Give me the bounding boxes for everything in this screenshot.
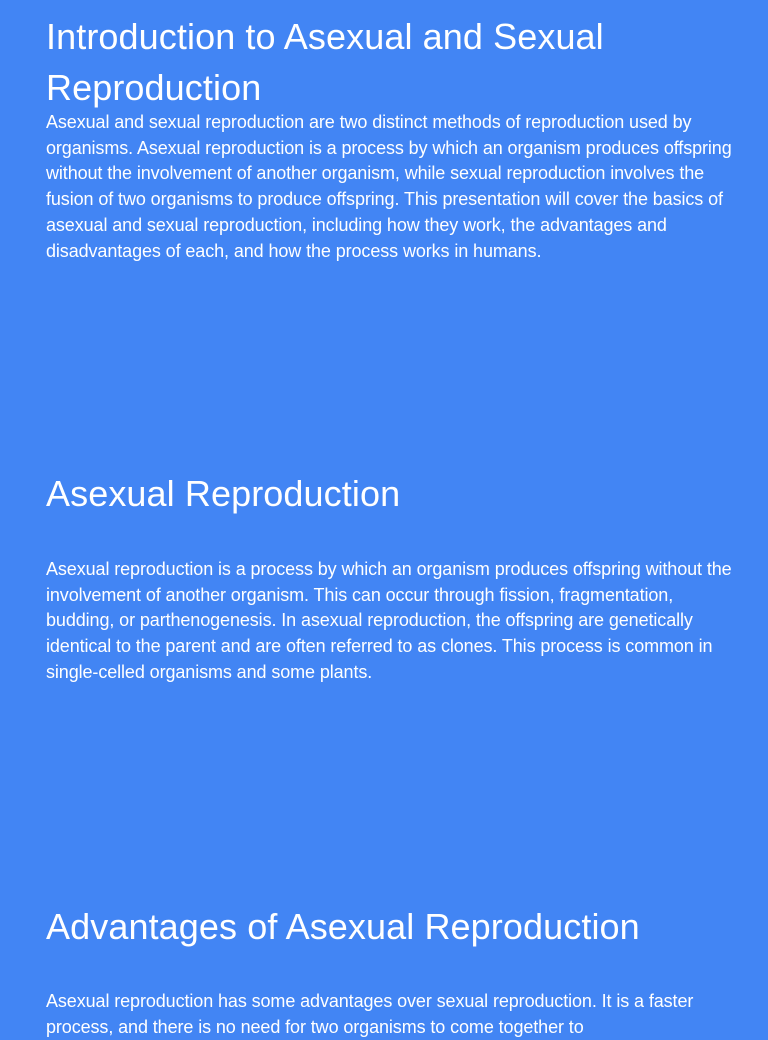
slide-advantages-asexual <box>46 901 736 1040</box>
slide-introduction <box>46 11 736 264</box>
slide-body: Asexual reproduction has some advantages over sexual reproduction. It is a faster process, and there is no need for two organisms to come together to <box>46 991 694 1037</box>
slide-title: Advantages of Asexual Reproduction <box>46 906 640 947</box>
slide-title: Introduction to Asexual and Sexual Reproduction <box>46 16 604 108</box>
slide-title: Asexual Reproduction <box>46 473 401 514</box>
slide-body: Asexual reproduction is a process by which an organism produces offspring without the involvement of another organism. This can occur through fission, fragmentation, budding, or parthenogenesis. In asexual reproduction, the offspring are genetically identical to the parent and are often referred to as clones. This process is common in single-celled organisms and some plants. <box>46 559 732 682</box>
slide-asexual-reproduction <box>46 468 736 686</box>
slide-body: Asexual and sexual reproduction are two distinct methods of reproduction used by organisms. Asexual reproduction is a process by which an organism produces offspring without the involvement of another organism, while sexual reproduction involves the fusion of two organisms to produce offspring. This presentation will cover the basics of asexual and sexual reproduction, including how they work, the advantages and disadvantages of each, and how the process works in humans. <box>46 112 732 261</box>
